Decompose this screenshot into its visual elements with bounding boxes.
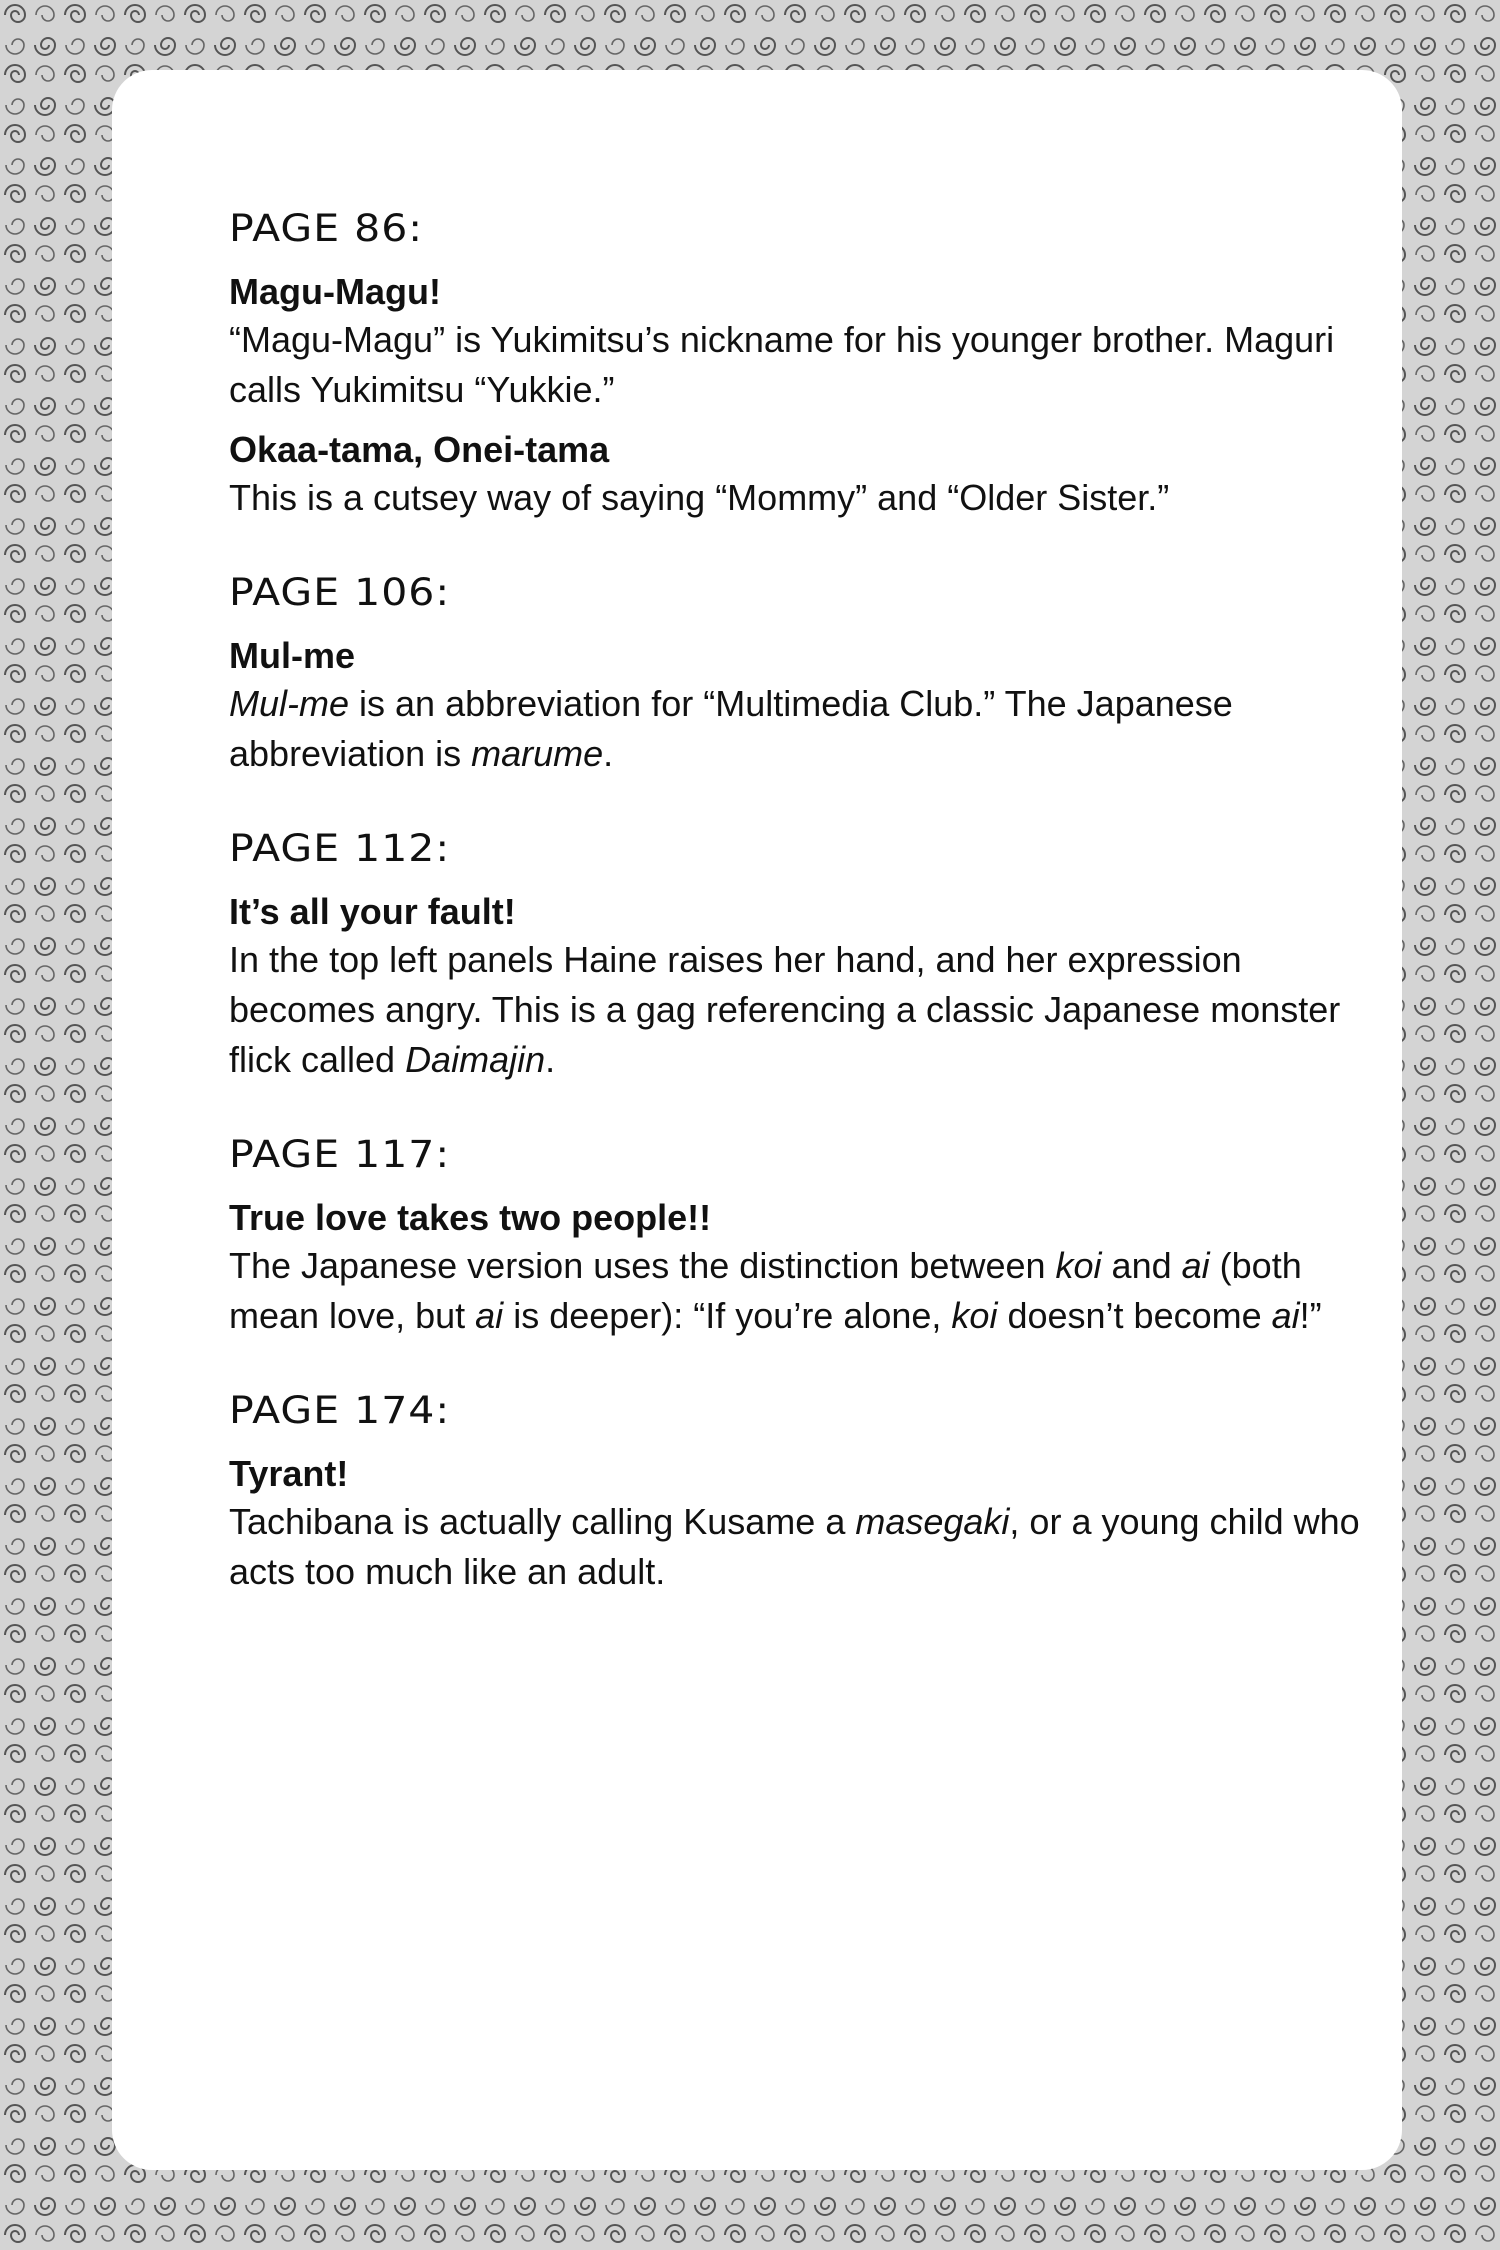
italic-text: Mul-me bbox=[229, 683, 350, 724]
note-section bbox=[229, 205, 1389, 523]
page-heading: PAGE 86: bbox=[229, 205, 424, 251]
note-entry bbox=[229, 1451, 1389, 1597]
note-description bbox=[229, 315, 1389, 415]
text-run: Tachibana is actually calling Kusame a bbox=[229, 1501, 856, 1542]
page-panel bbox=[112, 70, 1402, 2170]
note-description bbox=[229, 473, 1389, 523]
page-heading: PAGE 106: bbox=[229, 569, 451, 615]
note-entry bbox=[229, 1195, 1389, 1341]
note-description bbox=[229, 935, 1389, 1085]
text-run: . bbox=[545, 1039, 556, 1080]
italic-text: ai bbox=[1181, 1245, 1210, 1286]
text-run: , or a young child who acts too much like an adult. bbox=[229, 1501, 1360, 1592]
text-run: This is a cutsey way of saying “Mommy” and “Older Sister.” bbox=[229, 477, 1170, 518]
text-run: . bbox=[603, 733, 614, 774]
note-section bbox=[229, 1131, 1389, 1341]
page-heading: PAGE 112: bbox=[229, 825, 451, 871]
italic-text: marume bbox=[471, 733, 604, 774]
text-run: and bbox=[1101, 1245, 1182, 1286]
text-run: is deeper): “If you’re alone, bbox=[503, 1295, 952, 1336]
note-section bbox=[229, 569, 1389, 779]
glossary-notes bbox=[229, 205, 1389, 1609]
note-entry bbox=[229, 427, 1389, 523]
note-section bbox=[229, 825, 1389, 1085]
note-description bbox=[229, 1241, 1389, 1341]
note-term: True love takes two people!! bbox=[229, 1197, 712, 1238]
note-term: Magu-Magu! bbox=[229, 271, 441, 312]
text-run: is an abbreviation for “Multimedia Club.” The Japanese abbreviation is bbox=[229, 683, 1233, 774]
italic-text: masegaki bbox=[855, 1501, 1010, 1542]
italic-text: koi bbox=[951, 1295, 998, 1336]
note-section bbox=[229, 1387, 1389, 1597]
note-entry bbox=[229, 633, 1389, 779]
note-description bbox=[229, 679, 1389, 779]
text-run: In the top left panels Haine raises her hand, and her expression becomes angry. This is a gag referencing a classic Japanese monster flick called bbox=[229, 939, 1341, 1080]
text-run: The Japanese version uses the distinction between bbox=[229, 1245, 1056, 1286]
note-entry bbox=[229, 889, 1389, 1085]
note-term: Okaa-tama, Onei-tama bbox=[229, 429, 610, 470]
note-term: Tyrant! bbox=[229, 1453, 349, 1494]
note-term: Mul-me bbox=[229, 635, 355, 676]
note-term: It’s all your fault! bbox=[229, 891, 516, 932]
text-run: doesn’t become bbox=[997, 1295, 1272, 1336]
page-heading: PAGE 174: bbox=[229, 1387, 451, 1433]
italic-text: Daimajin bbox=[405, 1039, 546, 1080]
italic-text: ai bbox=[1271, 1295, 1300, 1336]
italic-text: ai bbox=[475, 1295, 504, 1336]
italic-text: koi bbox=[1055, 1245, 1102, 1286]
note-description bbox=[229, 1497, 1389, 1597]
note-entry bbox=[229, 269, 1389, 415]
text-run: (both mean love, but bbox=[229, 1245, 1302, 1336]
page-heading: PAGE 117: bbox=[229, 1131, 451, 1177]
text-run: !” bbox=[1299, 1295, 1322, 1336]
text-run: “Magu-Magu” is Yukimitsu’s nickname for his younger brother. Maguri calls Yukimitsu “Yukkie.” bbox=[229, 319, 1335, 410]
